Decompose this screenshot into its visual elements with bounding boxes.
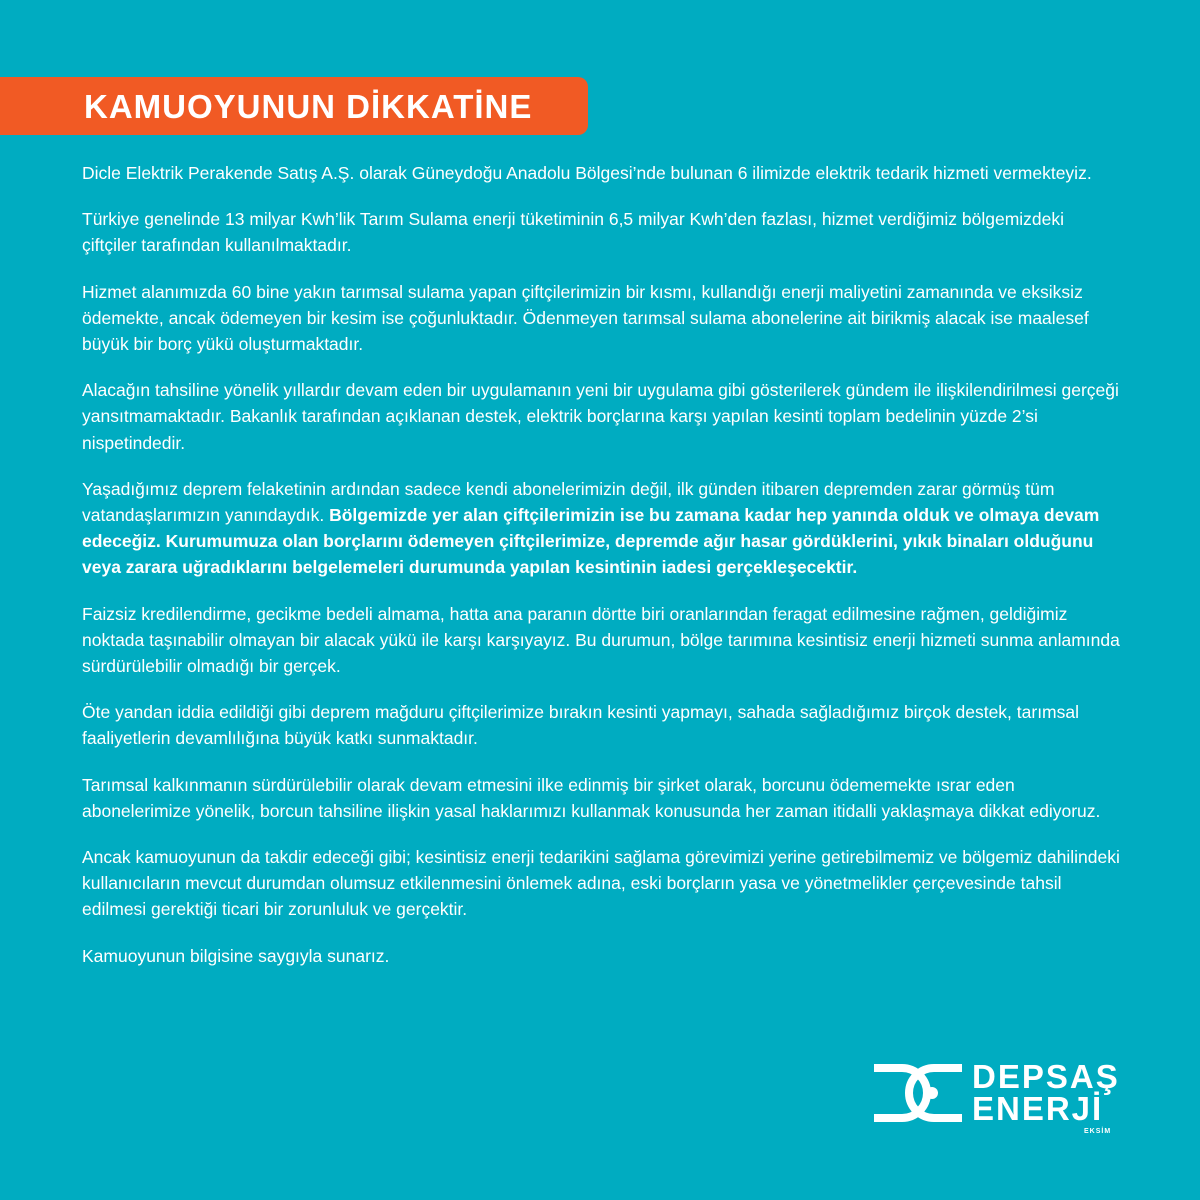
- announcement-body: [82, 160, 1122, 989]
- paragraph-1: Dicle Elektrik Perakende Satış A.Ş. olarak Güneydoğu Anadolu Bölgesi’nde bulunan 6 ilimizde elektrik tedarik hizmeti vermekteyiz.: [82, 163, 1092, 183]
- closing-line: Kamuoyunun bilgisine saygıyla sunarız.: [82, 945, 390, 966]
- depsas-logo: [872, 1060, 1122, 1140]
- depsas-logo-mark-icon: [872, 1062, 964, 1124]
- paragraph-7: Öte yandan iddia edildiği gibi deprem mağduru çiftçilerimize bırakın kesinti yapmayı, sahada sağladığımız birçok destek, tarımsal faaliyetlerin devamlılığına büyük katkı sunmaktadır.: [82, 702, 1080, 749]
- paragraph-4: Alacağın tahsiline yönelik yıllardır devam eden bir uygulamanın yeni bir uygulama gibi gösterilerek gündem ile ilişkilendirilmesi gerçeği yansıtmamaktadır. Bakanlık tarafından açıklanan destek, elektrik borçlarına karşı yapılan kesinti toplam bedelinin yüzde 2’si nispetindedir.: [82, 380, 1119, 453]
- paragraph-2: Türkiye genelinde 13 milyar Kwh’lik Tarım Sulama enerji tüketiminin 6,5 milyar Kwh’den fazlası, hizmet verdiğimiz bölgemizdeki çiftçiler tarafından kullanılmaktadır.: [82, 209, 1065, 256]
- paragraph-9: Ancak kamuoyunun da takdir edeceği gibi; kesintisiz enerji tedarikini sağlama görevimizi yerine getirebilmemiz ve bölgemiz dahilindeki kullanıcıların mevcut durumdan olumsuz etkilenmesini önlemek adına, eski borçların yasa ve yönetmelikler çerçevesinde tahsil edilmesi gerektiği ticari bir zorunluluk ve gerçektir.: [82, 847, 1120, 920]
- paragraph-6: Faizsiz kredilendirme, gecikme bedeli almama, hatta ana paranın dörtte biri oranlarından feragat edilmesine rağmen, geldiğimiz noktada taşınabilir olmayan bir alacak yükü ile karşı karşıyayız. Bu durumun, bölge tarımına kesintisiz enerji hizmeti sunma anlamında sürdürülebilir olmadığı bir gerçek.: [82, 603, 1120, 677]
- paragraph-3: Hizmet alanımızda 60 bine yakın tarımsal sulama yapan çiftçilerimizin bir kısmı, kullandığı enerji maliyetini zamanında ve eksiksiz ödemekte, ancak ödemeyen bir kesim ise çoğunluktadır. Ödenmeyen tarımsal sulama abonelerine ait birikmiş alacak ise maalesef büyük bir borç yükü oluşturmaktadır.: [82, 281, 1089, 355]
- paragraph-5-normal: Yaşadığımız deprem felaketinin ardından sadece kendi abonelerimizin değil, ilk günden itibaren depremden zarar görmüş tüm vatandaşlarımızın yanındaydık.: [82, 478, 1055, 526]
- logo-word-enerji: ENERJİ: [972, 1090, 1104, 1127]
- page-title: KAMUOYUNUN DİKKATİNE: [84, 88, 533, 125]
- paragraph-5: [82, 476, 1122, 581]
- logo-sub-eksim: EKSİM: [1084, 1128, 1112, 1135]
- paragraph-8: Tarımsal kalkınmanın sürdürülebilir olarak devam etmesini ilke edinmiş bir şirket olarak, borcunu ödememekte ısrar eden abonelerimize yönelik, borcun tahsiline ilişkin yasal haklarımızı kullanmak konusunda her zaman itidalli yaklaşmaya dikkat ediyoruz.: [82, 774, 1101, 821]
- logo-word-depsas: DEPSAŞ: [972, 1058, 1120, 1095]
- paragraph-5-bold: Bölgemizde yer alan çiftçilerimizin ise bu zamana kadar hep yanında olduk ve olmaya devam edeceğiz. Kurumumuza olan borçlarını ödemeyen çiftçilerimize, depremde ağır hasar gördüklerini, yıkık binaları olduğunu veya zarara uğradıklarını belgelemeleri durumunda yapılan kesintinin iadesi gerçekleşecektir.: [82, 505, 1100, 578]
